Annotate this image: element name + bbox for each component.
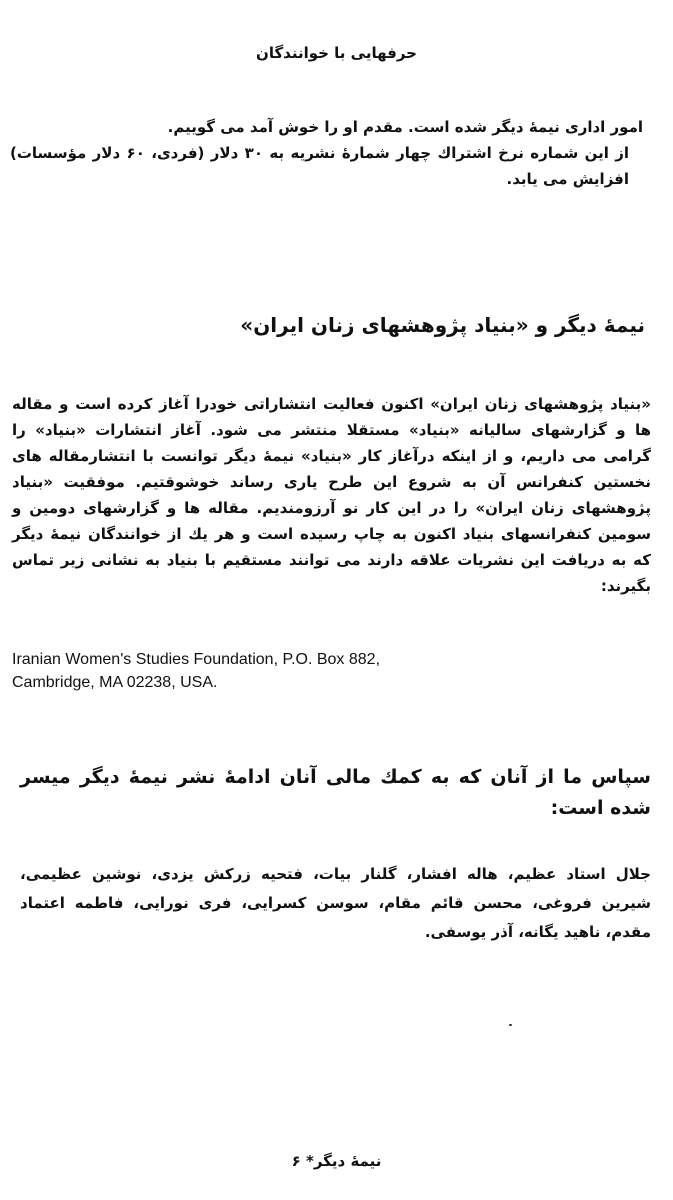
intro-line-2: از این شماره نرخ اشتراك چهار شمارهٔ نشریه به ۳۰ دلار (فردی، ۶۰ دلار مؤسسات) افزایش می یابد.: [10, 144, 630, 188]
page-footer: نیمهٔ دیگر* ۶: [291, 1152, 382, 1170]
foundation-address: [12, 648, 380, 694]
section-body: «بنیاد پژوهشهای زنان ایران» اکنون فعالیت انتشاراتی خودرا آغاز کرده است و مقاله ها و گزارشهای سالیانه «بنیاد» مستقلا منتشر می شود. آغاز انتشارات «بنیاد» را گرامی می داریم، و از اینکه درآغاز کار «بنیاد» نیمهٔ دیگر توانست با انتشارمقاله های نخستین کنفرانس آن به شروع این طرح یاری رساند خوشوقتیم. موفقیت «بنیاد پژوهشهای زنان ایران» را در این کار نو آرزومندیم. مقاله ها و گزارشهای دومین و سومین کنفرانسهای بنیاد اکنون به چاپ رسیده است و هر یك از خوانندگان نیمهٔ دیگر که به دریافت این نشریات علاقه دارند می توانند مستقیم با بنیاد به نشانی زیر تماس بگیرند:: [12, 395, 651, 595]
address-line-2: Cambridge, MA 02238, USA.: [12, 674, 218, 691]
intro-paragraph: [10, 114, 643, 192]
thanks-heading: سپاس ما از آنان که به کمك مالی آنان ادامهٔ نشر نیمهٔ دیگر میسر شده است:: [20, 766, 651, 819]
donor-names: جلال استاد عظیم، هاله افشار، گلنار بیات، فتحیه زرکش یزدی، نوشین عظیمی، شیرین فروغی، محسن قائم مقام، سوسن کسرایی، فری نورایی، فاطمه اعتماد مقدم، ناهید یگانه، آذر یوسفی.: [20, 865, 651, 941]
intro-line-1: امور اداری نیمهٔ دیگر شده است. مقدم او را خوش آمد می گوییم.: [167, 118, 643, 136]
section-heading: نیمهٔ دیگر و «بنیاد پژوهشهای زنان ایران»: [240, 313, 645, 337]
address-line-1: Iranian Women's Studies Foundation, P.O. Box 882,: [12, 651, 381, 668]
speck-mark: [509, 1024, 512, 1026]
page-header: حرفهایی با خوانندگان: [256, 44, 417, 62]
